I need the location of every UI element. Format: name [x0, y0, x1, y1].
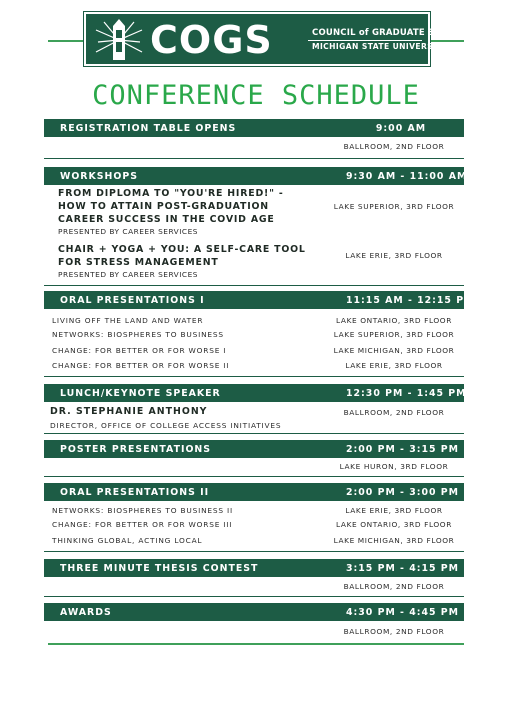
- section-time: 2:00 PM - 3:15 PM: [346, 444, 459, 455]
- session-name: NETWORKS: BIOSPHERES TO BUSINESS II: [52, 506, 233, 515]
- keynote-speaker-name: DR. STEPHANIE ANTHONY: [50, 406, 208, 417]
- section-awards: [44, 603, 464, 621]
- location-text: LAKE ERIE, 3RD FLOOR: [345, 361, 443, 370]
- footer-rule: [48, 643, 464, 645]
- section-label: WORKSHOPS: [60, 171, 138, 182]
- session-name: THINKING GLOBAL, ACTING LOCAL: [52, 536, 203, 545]
- location-text: BALLROOM, 2ND FLOOR: [343, 627, 445, 636]
- presenter-text: PRESENTED BY CAREER SERVICES: [58, 270, 198, 279]
- section-time: 12:30 PM - 1:45 PM: [346, 388, 467, 399]
- section-time: 11:15 AM - 12:15 PM: [346, 295, 475, 306]
- section-poster-presentations: [44, 440, 464, 458]
- location-text: LAKE SUPERIOR, 3RD FLOOR: [333, 330, 455, 339]
- row-divider: [44, 476, 464, 477]
- location-text: LAKE ERIE, 3RD FLOOR: [345, 251, 443, 260]
- logo-subtitle-university: MICHIGAN STATE UNIVERSITY: [312, 42, 448, 51]
- section-oral-presentations-1: [44, 291, 475, 309]
- section-time: 3:15 PM - 4:15 PM: [346, 563, 459, 574]
- section-label: ORAL PRESENTATIONS I: [60, 295, 205, 306]
- section-label: ORAL PRESENTATIONS II: [60, 487, 210, 498]
- location-text: BALLROOM, 2ND FLOOR: [343, 408, 445, 417]
- section-label: THREE MINUTE THESIS CONTEST: [60, 563, 259, 574]
- session-name: LIVING OFF THE LAND AND WATER: [52, 316, 204, 325]
- section-time: 4:30 PM - 4:45 PM: [346, 607, 459, 618]
- location-text: LAKE ERIE, 3RD FLOOR: [345, 506, 443, 515]
- logo-divider: [308, 40, 422, 41]
- location-text: LAKE MICHIGAN, 3RD FLOOR: [333, 536, 455, 545]
- logo-subtitle-council: COUNCIL of GRADUATE STUDENTS: [312, 28, 481, 38]
- keynote-speaker-title: DIRECTOR, OFFICE OF COLLEGE ACCESS INITIATIVES: [50, 421, 282, 430]
- row-divider: [44, 596, 464, 597]
- location-text: LAKE SUPERIOR, 3RD FLOOR: [333, 202, 455, 211]
- section-time: 9:30 AM - 11:00 AM: [346, 171, 468, 182]
- location-text: LAKE ONTARIO, 3RD FLOOR: [336, 316, 452, 325]
- section-label: POSTER PRESENTATIONS: [60, 444, 212, 455]
- cogs-logo: [84, 12, 481, 66]
- workshop-title: FROM DIPLOMA TO "YOU'RE HIRED!" - HOW TO ATTAIN POST-GRADUATION CAREER SUCCESS IN THE COVID AGE: [58, 188, 284, 225]
- page-title: CONFERENCE SCHEDULE: [92, 80, 420, 111]
- session-name: CHANGE: FOR BETTER OR FOR WORSE I: [52, 346, 227, 355]
- session-name: CHANGE: FOR BETTER OR FOR WORSE III: [52, 520, 233, 529]
- row-divider: [44, 285, 464, 286]
- presenter-text: PRESENTED BY CAREER SERVICES: [58, 227, 198, 236]
- section-oral-presentations-2: [44, 483, 464, 501]
- section-registration: [44, 119, 464, 137]
- section-time: 9:00 AM: [375, 123, 427, 134]
- location-text: BALLROOM, 2ND FLOOR: [343, 582, 445, 591]
- row-divider: [44, 376, 464, 377]
- location-text: LAKE MICHIGAN, 3RD FLOOR: [333, 346, 455, 355]
- location-text: LAKE HURON, 3RD FLOOR: [339, 462, 449, 471]
- location-text: LAKE ONTARIO, 3RD FLOOR: [336, 520, 452, 529]
- row-divider: [44, 433, 464, 434]
- beaumont-tower-icon: [94, 18, 144, 62]
- row-divider: [44, 158, 464, 159]
- section-time: 2:00 PM - 3:00 PM: [346, 487, 459, 498]
- session-name: NETWORKS: BIOSPHERES TO BUSINESS: [52, 330, 224, 339]
- logo-wordmark: COGS: [150, 18, 273, 62]
- section-label: AWARDS: [60, 607, 112, 618]
- row-divider: [44, 551, 464, 552]
- section-lunch-keynote: [44, 384, 467, 402]
- location-text: BALLROOM, 2ND FLOOR: [343, 142, 445, 151]
- section-three-minute-thesis: [44, 559, 464, 577]
- section-workshops: [44, 167, 468, 185]
- section-label: REGISTRATION TABLE OPENS: [60, 123, 237, 134]
- logo-rule-left: [48, 40, 84, 42]
- session-name: CHANGE: FOR BETTER OR FOR WORSE II: [52, 361, 230, 370]
- section-label: LUNCH/KEYNOTE SPEAKER: [60, 388, 221, 399]
- workshop-title: CHAIR + YOGA + YOU: A SELF-CARE TOOL FOR STRESS MANAGEMENT: [58, 244, 306, 268]
